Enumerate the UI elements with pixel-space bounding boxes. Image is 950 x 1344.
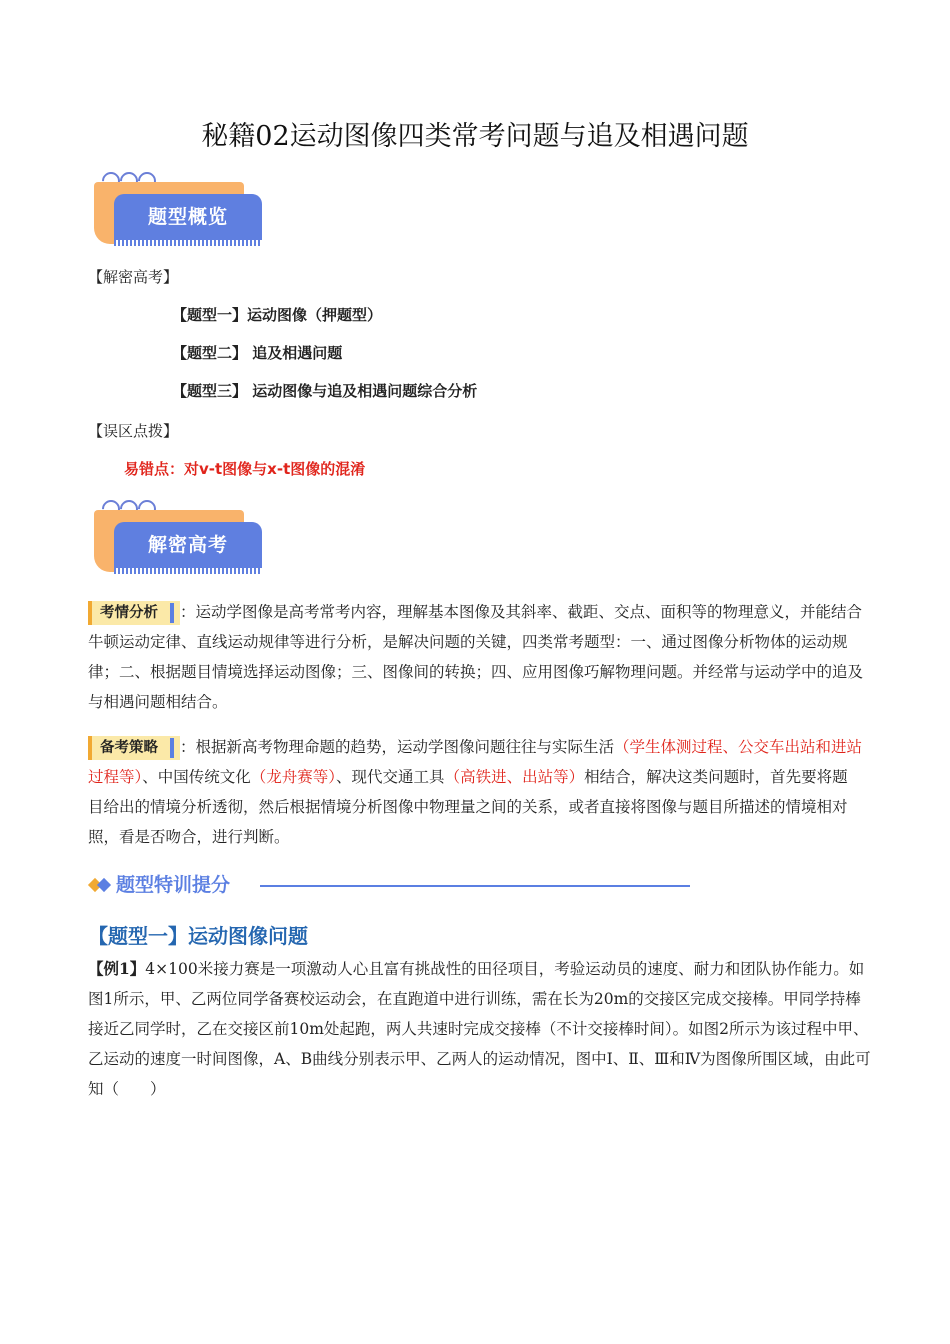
mistake-point: 易错点：对v-t图像与x-t图像的混淆 [124, 460, 366, 478]
section-label-jiemi: 【解密高考】 [88, 268, 179, 286]
section-badge-jiemi [92, 500, 267, 580]
example-1 [88, 954, 873, 1104]
strategy-paragraph: 备考策略 ：根据新高考物理命题的趋势，运动学图像问题往往与实际生活（学生体测过程、公交车出站和进站过程等）、中国传统文化（龙舟赛等）、现代交通工具（高铁进、出站等）相结合，解决这类问题时，首先要将题目给出的情境分析透彻，然后根据情境分析图像中物理量之间的关系，或者直接将图像与题目所描述的情境相对照，看是否吻合，进行判断。 [88, 738, 863, 846]
page-title: 秘籍02运动图像四类常考问题与追及相遇问题 [201, 121, 749, 152]
example-label: 【例1】 [88, 959, 146, 978]
overview-item-3: 【题型三】 运动图像与追及相遇问题综合分析 [172, 382, 478, 400]
analysis-paragraph: 考情分析 ：运动学图像是高考常考内容，理解基本图像及其斜率、截距、交点、面积等的物理意义，并能结合牛顿运动定律、直线运动规律等进行分析，是解决问题的关键，四类常考题型：一、通过图像分析物体的运动规律；二、根据题目情境选择运动图像；三、图像间的转换；四、应用图像巧解物理问题。并经常与运动学中的追及与相遇问题相结合。 [88, 603, 864, 711]
badge-label: 解密高考 [114, 522, 262, 568]
overview-item-1: 【题型一】运动图像（押题型） [172, 306, 383, 324]
analysis-tag: 考情分析 [88, 601, 180, 625]
strategy-tag: 备考策略 [88, 736, 180, 760]
example-text: 4×100米接力赛是一项激动人心且富有挑战性的田径项目，考验运动员的速度、耐力和团队协作能力。如图1所示，甲、乙两位同学备赛校运动会，在直跑道中进行训练，需在长为20m的交接区完成交接棒。甲同学持棒接近乙同学时，乙在交接区前10m处起跑，两人共速时完成交接棒（不计交接棒时间）。如图2所示为该过程中甲、乙运动的速度一时间图像，A、B曲线分别表示甲、乙两人的运动情况，图中Ⅰ、Ⅱ、Ⅲ和Ⅳ为图像所围区域，由此可知（ ） [88, 960, 871, 1098]
diamond-icon [97, 878, 111, 892]
badge-label: 题型概览 [114, 194, 262, 240]
section-badge-overview [92, 172, 267, 252]
training-section-heading: 题型特训提分 [88, 872, 708, 898]
section-label-wuqu: 【误区点拨】 [88, 422, 179, 440]
overview-item-2: 【题型二】 追及相遇问题 [172, 344, 343, 362]
type1-heading: 【题型一】运动图像问题 [88, 924, 308, 948]
